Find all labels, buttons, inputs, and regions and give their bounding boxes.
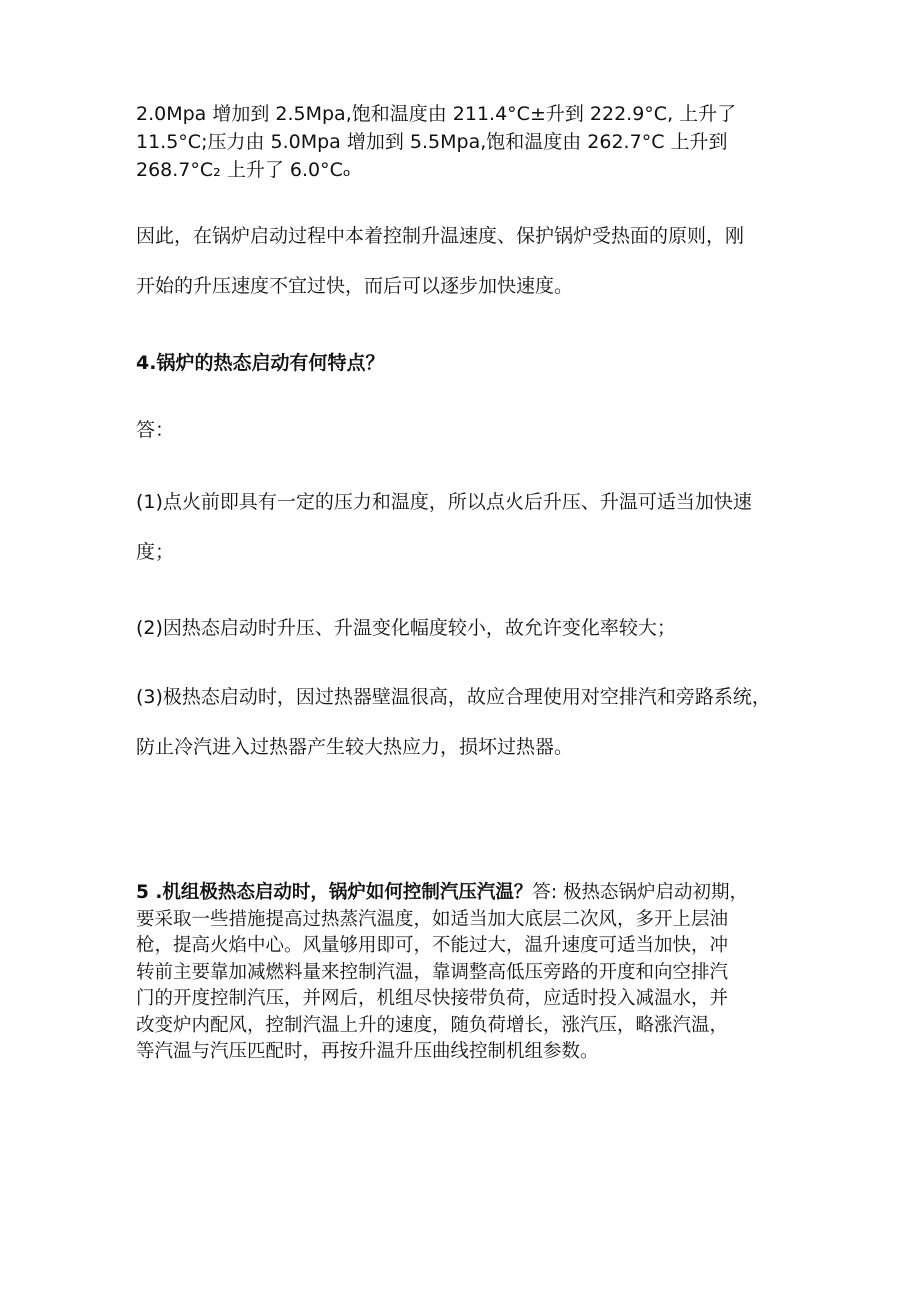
q4-item-1	[136, 477, 796, 577]
q5-first-line	[136, 880, 796, 907]
q4-item-line: (1)点火前即具有一定的压力和温度，所以点火后升压、升温可适当加快速	[136, 491, 752, 513]
q4-title: 4.锅炉的热态启动有何特点？	[136, 352, 385, 374]
q5-line: 等汽温与汽压匹配时，再按升温升压曲线控制机组参数。	[136, 1041, 599, 1062]
intro-line: 11.5°C;压力由 5.0Mpa 增加到 5.5Mpa,饱和温度由 262.7°C 上升到	[136, 131, 728, 153]
q4-item-line: (2)因热态启动时升压、升温变化幅度较小，故允许变化率较大；	[136, 617, 676, 639]
q4-answer-label: 答：	[136, 419, 175, 441]
conclusion-paragraph	[136, 211, 796, 311]
q4-answer-label-block	[136, 405, 796, 455]
q5-title: 5 .机组极热态启动时，锅炉如何控制汽压汽温？	[136, 882, 533, 903]
q5-line: 转前主要靠加减燃料量来控制汽温，靠调整高低压旁路的开度和向空排汽	[136, 961, 729, 983]
q5-paragraph	[136, 880, 796, 1066]
conclusion-line: 因此，在锅炉启动过程中本着控制升温速度、保护锅炉受热面的原则，刚	[136, 225, 745, 247]
q4-heading	[136, 338, 796, 388]
q5-line: 要采取一些措施提高过热蒸汽温度，如适当加大底层二次风，多开上层油	[136, 908, 729, 930]
intro-line: 2.0Mpa 增加到 2.5Mpa,饱和温度由 211.4°C±升到 222.9°C, 上升了	[136, 103, 737, 125]
q5-answer-start: 答: 极热态锅炉启动初期，	[532, 882, 748, 903]
q4-item-3	[136, 672, 796, 772]
q4-item-line: (3)极热态启动时，因过热器壁温很高，故应合理使用对空排汽和旁路系统，	[136, 686, 771, 708]
q5-line: 枪，提高火焰中心。风量够用即可，不能过大，温升速度可适当加快，冲	[136, 935, 729, 956]
q4-item-2	[136, 603, 796, 653]
q5-line: 改变炉内配风，控制汽温上升的速度，随负荷增长，涨汽压，略涨汽温，	[136, 1014, 729, 1036]
intro-line: 268.7°C₂ 上升了 6.0°Cₒ	[136, 159, 351, 181]
q5-line: 门的开度控制汽压，并网后，机组尽快接带负荷，应适时投入减温水，并	[136, 988, 729, 1009]
conclusion-line: 开始的升压速度不宜过快，而后可以逐步加快速度。	[136, 275, 574, 297]
q4-item-line: 防止冷汽进入过热器产生较大热应力，损坏过热器。	[136, 736, 574, 758]
q4-item-line: 度；	[136, 541, 175, 563]
intro-paragraph	[136, 100, 796, 184]
